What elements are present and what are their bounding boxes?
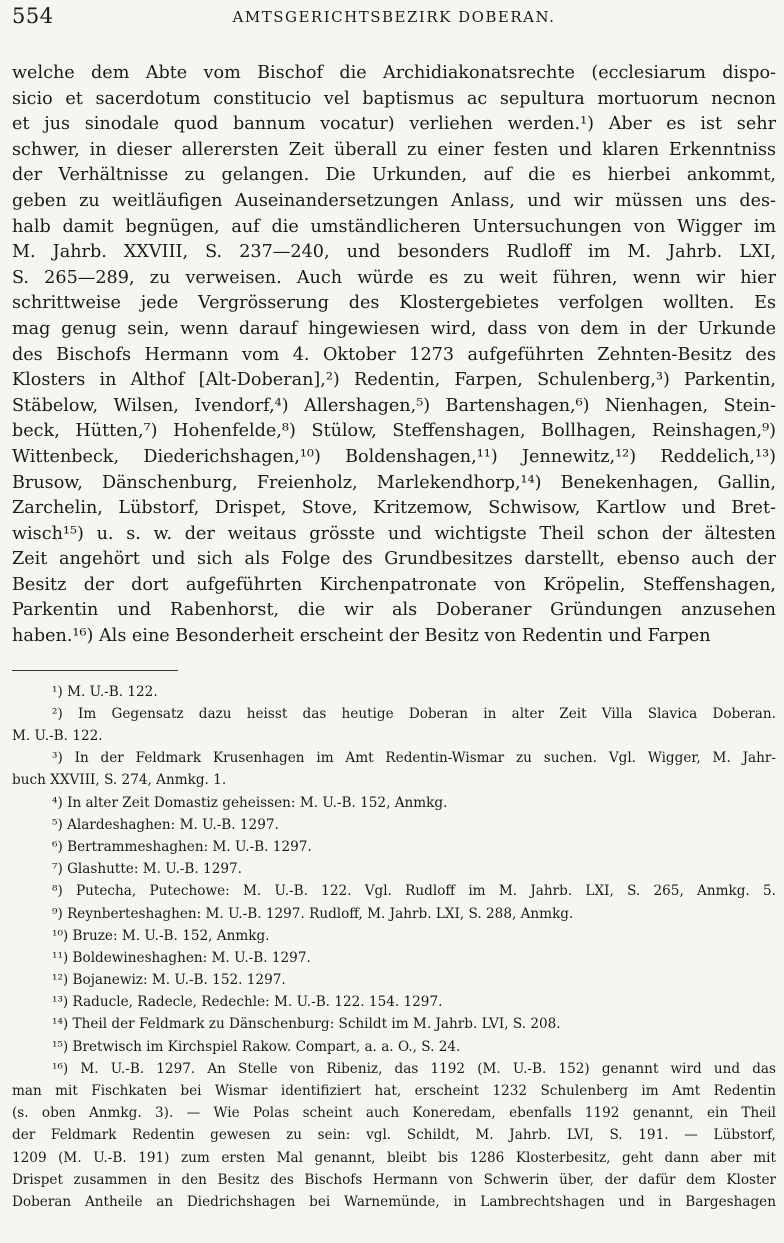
footnote-line: ¹³) Raducle, Radecle, Redechle: M. U.-B. 122. 154. 1297. [52, 994, 443, 1011]
body-line: Besitz der dort aufgeführten Kirchenpatronate von Kröpelin, Steffenshagen, [12, 574, 776, 595]
footnote-line: ¹⁴) Theil der Feldmark zu Dänschenburg: Schildt im M. Jahrb. LVI, S. 208. [52, 1016, 561, 1033]
body-line: haben.¹⁶) Als eine Besonderheit erscheint der Besitz von Redentin und Farpen [12, 626, 711, 647]
footnote-line: ¹²) Bojanewiz: M. U.-B. 152. 1297. [52, 972, 286, 989]
body-line: Stäbelow, Wilsen, Ivendorf,⁴) Allershagen,⁵) Bartenshagen,⁶) Nienhagen, Stein- [12, 395, 776, 416]
footnote-line: M. U.-B. 122. [12, 728, 103, 745]
body-line: wisch¹⁵) u. s. w. der weitaus grösste und wichtigste Theil schon der ältesten [12, 523, 776, 544]
footnote-line: ¹¹) Boldewineshaghen: M. U.-B. 1297. [52, 949, 311, 966]
footnote-line: ¹) M. U.-B. 122. [52, 683, 158, 700]
footnote-line: ⁹) Reynberteshaghen: M. U.-B. 1297. Rudloff, M. Jahrb. LXI, S. 288, Anmkg. [52, 905, 574, 922]
footnote-line: ³) In der Feldmark Krusenhagen im Amt Redentin-Wismar zu suchen. Vgl. Wigger, M. Jahr- [52, 750, 776, 767]
footnote-line: man mit Fischkaten bei Wismar identifiziert hat, erscheint 1232 Schulenberg im Amt Redentin [12, 1083, 776, 1100]
running-head [12, 0, 776, 36]
body-line: Parkentin und Rabenhorst, die wir als Doberaner Gründungen anzusehen [12, 600, 776, 621]
footnote-line: ⁵) Alardeshaghen: M. U.-B. 1297. [52, 816, 279, 833]
body-line: Wittenbeck, Diederichshagen,¹⁰) Boldenshagen,¹¹) Jennewitz,¹²) Reddelich,¹³) [12, 446, 776, 467]
body-line: mag genug sein, wenn darauf hingewiesen wird, dass von dem in der Urkunde [12, 318, 776, 339]
footnote-line: ¹⁰) Bruze: M. U.-B. 152, Anmkg. [52, 927, 270, 944]
body-line: Zeit angehört und sich als Folge des Grundbesitzes darstellt, ebenso auch der [12, 549, 776, 570]
footnote-line: ²) Im Gegensatz dazu heisst das heutige Doberan in alter Zeit Villa Slavica Doberan. [52, 705, 776, 722]
body-line: Klosters in Althof [Alt-Doberan],²) Redentin, Farpen, Schulenberg,³) Parkentin, [12, 370, 776, 391]
footnote-line: ⁷) Glashutte: M. U.-B. 1297. [52, 861, 242, 878]
footnote-line: ⁸) Putecha, Putechowe: M. U.-B. 122. Vgl. Rudloff im M. Jahrb. LXI, S. 265, Anmkg. 5. [52, 883, 776, 900]
body-line: sicio et sacerdotum constitucio vel baptismus ac sepultura mortuorum necnon [12, 88, 776, 109]
body-line: des Bischofs Hermann vom 4. Oktober 1273 aufgeführten Zehnten-Besitz des [12, 344, 776, 365]
footnote-line: Drispet zusammen in den Besitz des Bischofs Hermann von Schwerin über, der dafür dem Kloster [12, 1171, 776, 1188]
body-line: S. 265—289, zu verweisen. Auch würde es zu weit führen, wenn wir hier [12, 267, 776, 288]
footnote-line: 1209 (M. U.-B. 191) zum ersten Mal genannt, bleibt bis 1286 Klosterbesitz, geht dann aber mit [12, 1149, 776, 1166]
body-line: schwer, in dieser allerersten Zeit überall zu einer festen und klaren Erkenntniss [12, 139, 776, 160]
footnote-line: Doberan Antheile an Diedrichshagen bei Warnemünde, in Lambrechtshagen und in Bargeshagen [12, 1193, 776, 1210]
body-line: der Verhältnisse zu gelangen. Die Urkunden, auf die es hierbei ankommt, [12, 165, 776, 186]
footnote-line: der Feldmark Redentin gewesen zu sein: vgl. Schildt, M. Jahrb. LVI, S. 191. — Lübstorf, [12, 1127, 776, 1144]
body-line: welche dem Abte vom Bischof die Archidiakonatsrechte (ecclesiarum dispo- [12, 63, 776, 83]
body-line: halb damit begnügen, auf die umständlicheren Untersuchungen von Wigger im [12, 216, 776, 237]
body-line: Brusow, Dänschenburg, Freienholz, Marlekendhorp,¹⁴) Benekenhagen, Gallin, [12, 472, 776, 493]
body-line: schrittweise jede Vergrösserung des Klostergebietes verfolgen wollten. Es [12, 293, 776, 314]
footnote-separator [12, 670, 178, 671]
footnote-line: (s. oben Anmkg. 3). — Wie Polas scheint auch Koneredam, ebenfalls 1192 genannt, ein Theil [12, 1105, 776, 1122]
footnote-line: ¹⁵) Bretwisch im Kirchspiel Rakow. Compart, a. a. O., S. 24. [52, 1038, 461, 1055]
footnote-line: buch XXVIII, S. 274, Anmkg. 1. [12, 772, 227, 789]
body-line: beck, Hütten,⁷) Hohenfelde,⁸) Stülow, Steffenshagen, Bollhagen, Reinshagen,⁹) [12, 421, 776, 442]
page-number: 554 [12, 4, 54, 28]
footnote-line: ⁴) In alter Zeit Domastiz geheissen: M. U.-B. 152, Anmkg. [52, 794, 448, 811]
body-line: geben zu weitläufigen Auseinandersetzungen Anlass, und wir müssen uns des- [12, 190, 776, 211]
body-line: Zarchelin, Lübstorf, Drispet, Stove, Kritzemow, Schwisow, Kartlow und Bret- [12, 498, 776, 519]
body-text [12, 61, 776, 650]
footnote-line: ⁶) Bertrammeshaghen: M. U.-B. 1297. [52, 838, 312, 855]
body-line: M. Jahrb. XXVIII, S. 237—240, und besonders Rudloff im M. Jahrb. LXI, [12, 242, 776, 263]
footnote-line: ¹⁶) M. U.-B. 1297. An Stelle von Ribeniz, das 1192 (M. U.-B. 152) genannt wird und das [52, 1060, 776, 1077]
running-title: AMTSGERICHTSBEZIRK DOBERAN. [232, 8, 556, 26]
body-line: et jus sinodale quod bannum vocatur) verliehen werden.¹) Aber es ist sehr [12, 114, 776, 135]
footnotes [12, 681, 776, 1214]
